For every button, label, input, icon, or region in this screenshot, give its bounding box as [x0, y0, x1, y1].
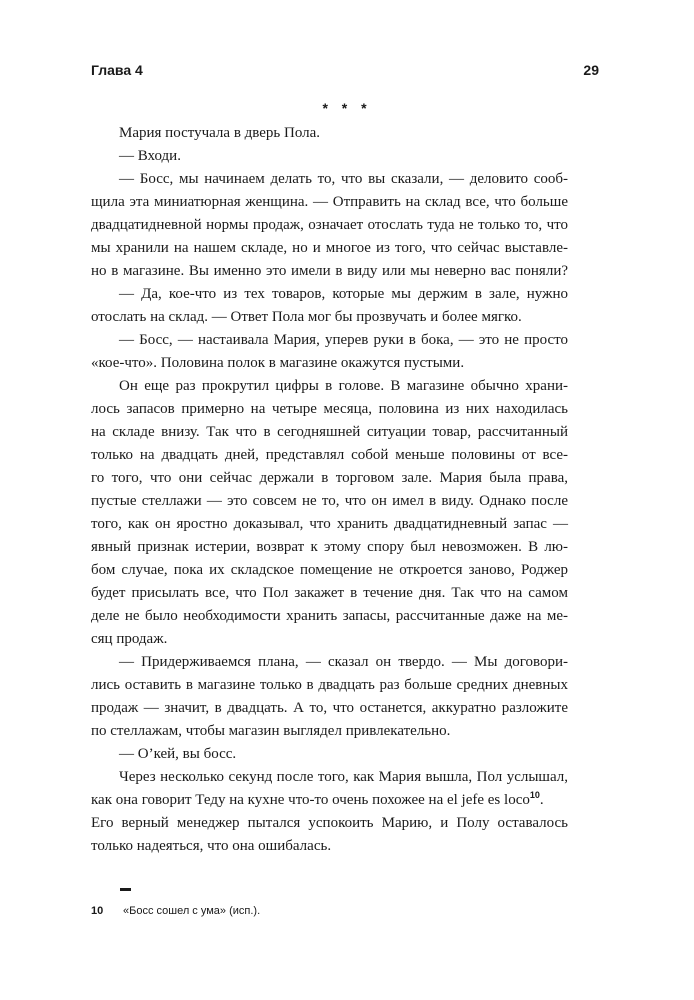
text-line-content: Мария постучала в дверь Пола. [119, 125, 321, 141]
text-line [91, 562, 568, 585]
footnote [91, 905, 260, 917]
text-line [91, 585, 568, 608]
text-line [91, 723, 568, 746]
text-line-content: лись оставить в магазине только в двадцать раз больше средних дневных [91, 677, 568, 693]
text-line-content: только надеяться, что она ошибалась. [91, 838, 332, 854]
text-line-content: сяц продаж. [91, 631, 168, 647]
text-line [91, 171, 568, 194]
text-line [91, 217, 568, 240]
text-line-content: — Босс, мы начинаем делать то, что вы сказали, — деловито сооб- [119, 171, 568, 187]
text-line-content: только на двадцать дней, представлял собой меньше половины от все- [91, 447, 568, 463]
text-line-content: — Придерживаемся плана, — сказал он твердо. — Мы договори- [119, 654, 568, 670]
text-line [91, 309, 568, 332]
text-line-content: «кое-что». Половина полок в магазине окажутся пустыми. [91, 355, 465, 371]
text-line [91, 194, 568, 217]
text-line [91, 378, 568, 401]
chapter-title: Глава 4 [91, 62, 143, 78]
section-separator: * * * [322, 100, 372, 116]
text-line-content: — Входи. [119, 148, 181, 164]
text-line [91, 700, 568, 723]
text-line [91, 263, 568, 286]
text-line-content: пустые стеллажи — это совсем не то, что он имел в виду. Однако после [91, 493, 568, 509]
text-line [91, 332, 568, 355]
text-line [91, 631, 568, 654]
text-line-content: на складе внизу. Так что в сегодняшней ситуации товар, рассчитанный [91, 424, 568, 440]
text-line-content: Его верный менеджер пытался успокоить Марию, и Полу оставалось [91, 815, 568, 831]
text-line-content: явный признак истерии, возврат к этому спору был невозможен. В лю- [91, 539, 568, 555]
footnote-reference: 10 [529, 790, 540, 800]
text-line-content: как она говорит Теду на кухне что-то очень похожее на el jefe es loco [91, 792, 530, 808]
text-line [91, 125, 568, 148]
text-line [91, 746, 568, 769]
text-line-content: отослать на склад. — Ответ Пола мог бы прозвучать и более мягко. [91, 309, 522, 325]
text-line [91, 355, 568, 378]
text-line-content: — Да, кое-что из тех товаров, которые мы держим в зале, нужно [119, 286, 568, 302]
text-line [91, 815, 568, 838]
text-line-content: продаж — значит, в двадцать. А то, что останется, аккуратно разложите [91, 700, 568, 716]
text-line [91, 539, 568, 562]
text-line [91, 769, 568, 792]
text-line-content: но в магазине. Вы именно это имели в виду или мы неверно вас поняли? [91, 263, 568, 279]
text-line [91, 148, 568, 171]
text-line [91, 470, 568, 493]
text-line-content: мы хранили на нашем складе, но и многое из того, что сейчас выставле- [91, 240, 568, 256]
text-line [91, 516, 568, 539]
text-line-content: двадцатидневной нормы продаж, означает отослать туда не только то, что [91, 217, 568, 233]
footnote-text: «Босс сошел с ума» (исп.). [123, 905, 261, 917]
text-line: как она говорит Теду на кухне что-то очень похожее на el jefe es loco$^{10}$. [91, 790, 544, 808]
text-line-content: бом случае, пока их складское помещение не откроется заново, Роджер [91, 562, 568, 578]
text-line [91, 447, 568, 470]
footnote-rule [120, 888, 131, 891]
text-line-content: того, как он яростно доказывал, что хранить двадцатидневный запас — [91, 516, 568, 532]
text-line [91, 401, 568, 424]
text-line-content: будет присылать все, что Пол закажет в течение дня. Так что на самом [91, 585, 568, 601]
text-line [91, 493, 568, 516]
text-line [91, 608, 568, 631]
text-line-content: лось запасов примерно на четыре месяца, половина из них находилась [91, 401, 568, 417]
text-line [91, 286, 568, 309]
text-line-content: Он еще раз прокрутил цифры в голове. В магазине обычно храни- [119, 378, 568, 394]
text-line [91, 654, 568, 677]
body-text [91, 125, 568, 861]
text-line [91, 677, 568, 700]
text-line [91, 424, 568, 447]
text-line-content: щила эта миниатюрная женщина. — Отправить на склад все, что больше [91, 194, 568, 210]
footnote-number: 10 [91, 905, 104, 917]
text-line [91, 838, 568, 861]
text-line-content: по стеллажам, чтобы магазин выглядел привлекательно. [91, 723, 451, 739]
text-line-content: Через несколько секунд после того, как Мария вышла, Пол услышал, [119, 769, 568, 785]
text-line-content: — Босс, — настаивала Мария, уперев руки в бока, — это не просто [119, 332, 568, 348]
text-line-content: — О’кей, вы босс. [119, 746, 237, 762]
text-line-content: деле не было необходимости хранить запасы, рассчитанные даже на ме- [91, 608, 568, 624]
text-line [91, 240, 568, 263]
page-number: 29 [583, 62, 599, 78]
text-line-content: го того, что они сейчас держали в торговом зале. Мария была права, [91, 470, 568, 486]
